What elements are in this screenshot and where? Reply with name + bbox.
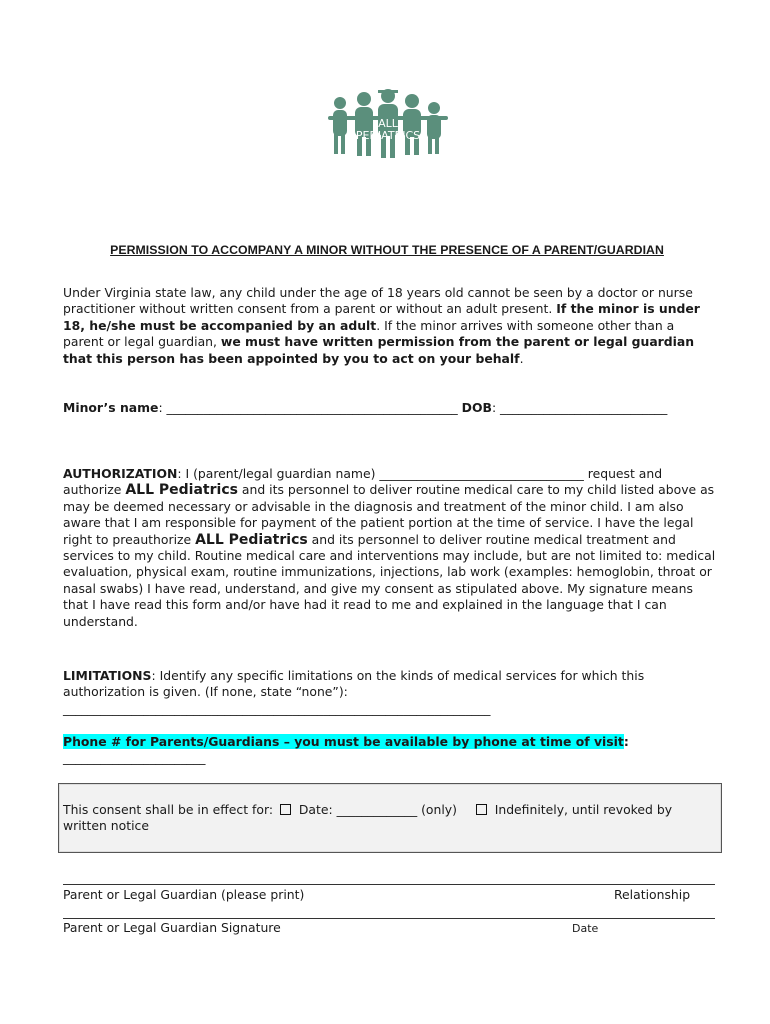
minor-name-label: Minor’s name bbox=[63, 400, 159, 415]
limitations-paragraph: LIMITATIONS: Identify any specific limitations on the kinds of medical services for which this authorization is given. (If none, state “none”): _____________________________________________________________________ bbox=[63, 668, 645, 716]
date-checkbox[interactable] bbox=[280, 804, 291, 815]
authorization-paragraph: AUTHORIZATION: I (parent/legal guardian name) _________________________________ request and authorize ALL Pediatrics and its personnel to deliver routine medical care to my child listed above as may be deemed necessary or advisable in the diagnosis and treatment of the minor child. I am also aware that I am responsible for payment of the patient portion at the time of service. I have the legal right to preauthorize ALL Pediatrics and its personnel to deliver routine medical treatment and services to my child. Routine medical care and interventions may include, but are not limited to: medical evaluation, physical exam, routine immunizations, injections, lab work (examples: hemoglobin, throat or nasal swabs) I have read, understand, and give my consent as stipulated above. My signature means that I have read this form and/or have had it read to me and explained in the language that I can understand. bbox=[63, 466, 716, 629]
date-label: Date bbox=[572, 922, 599, 935]
date-option-label: Date: _____________ (only) bbox=[294, 802, 457, 817]
brand-name: ALL Pediatrics bbox=[195, 531, 308, 548]
phone-field[interactable]: _______________________ bbox=[63, 750, 206, 766]
indefinitely-option-label: Indefinitely, until revoked by written notice bbox=[63, 802, 673, 834]
minor-name-field[interactable]: : _______________________________________________ bbox=[158, 400, 462, 415]
print-name-label: Parent or Legal Guardian (please print) bbox=[63, 887, 305, 902]
limitations-label: LIMITATIONS bbox=[63, 668, 152, 683]
all-pediatrics-logo bbox=[328, 86, 448, 160]
logo-text-pediatrics: PEDIATRICS bbox=[355, 129, 421, 142]
print-name-line[interactable] bbox=[63, 884, 715, 885]
authorization-label: AUTHORIZATION bbox=[63, 466, 178, 481]
limitations-field[interactable]: _____________________________________________________________________ bbox=[63, 700, 491, 716]
consent-box bbox=[58, 783, 722, 853]
signature-line[interactable] bbox=[63, 918, 715, 919]
brand-name: ALL Pediatrics bbox=[125, 482, 238, 499]
minor-info bbox=[63, 400, 718, 416]
dob-field[interactable]: : ___________________________ bbox=[491, 400, 668, 415]
intro-paragraph: Under Virginia state law, any child under the age of 18 years old cannot be seen by a doctor or nurse practitioner without written consent from a parent or without an adult present. If the minor is under 18, he/she must be accompanied by an adult. If the minor arrives with someone other than a parent or legal guardian, we must have written permission from the parent or legal guardian that this person has been appointed by you to act on your behalf. bbox=[63, 285, 700, 366]
dob-label: DOB bbox=[461, 400, 492, 415]
logo-text-all: ALL bbox=[378, 117, 398, 130]
phone-label: Phone # for Parents/Guardians – you must be available by phone at time of visit bbox=[63, 734, 624, 749]
relationship-label: Relationship bbox=[614, 887, 691, 902]
document-title: PERMISSION TO ACCOMPANY A MINOR WITHOUT THE PRESENCE OF A PARENT/GUARDIAN bbox=[110, 243, 664, 257]
consent-text: This consent shall be in effect for: Date: _____________ (only) Indefinitely, until revoked by written notice bbox=[63, 802, 673, 834]
indefinitely-checkbox[interactable] bbox=[476, 804, 487, 815]
phone-section: Phone # for Parents/Guardians – you must be available by phone at time of visit: _______________________ bbox=[63, 734, 629, 766]
signature-label: Parent or Legal Guardian Signature bbox=[63, 920, 281, 935]
